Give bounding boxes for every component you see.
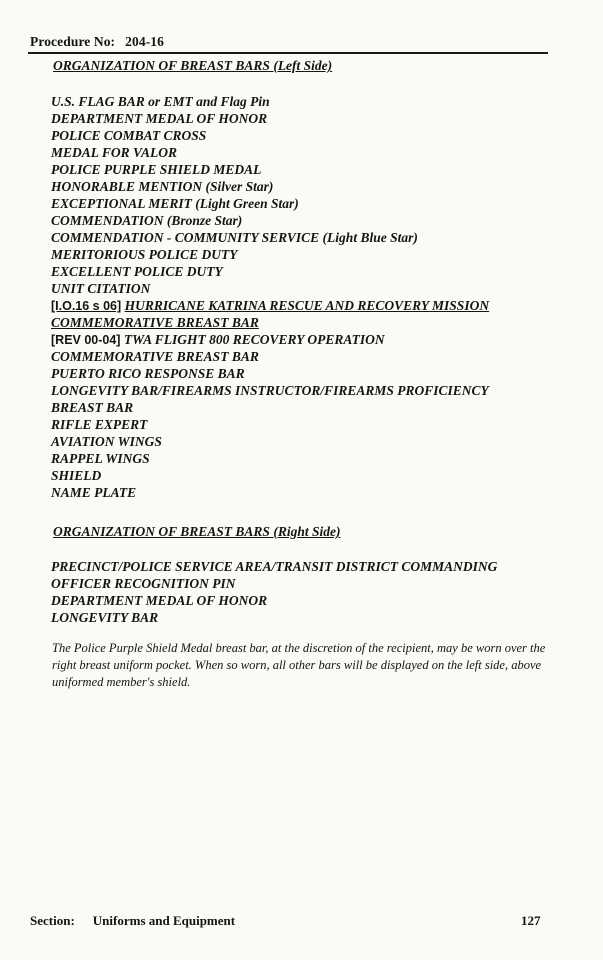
procedure-number: 204-16 bbox=[125, 34, 165, 49]
header-rule bbox=[28, 52, 548, 54]
section-name: Uniforms and Equipment bbox=[92, 913, 236, 928]
page-number: 127 bbox=[521, 913, 541, 928]
list-item: AVIATION WINGS bbox=[51, 434, 162, 449]
list-item: COMMEMORATIVE BREAST BAR bbox=[51, 315, 259, 330]
procedure-label: Procedure No: bbox=[30, 34, 116, 49]
list-item: PRECINCT/POLICE SERVICE AREA/TRANSIT DISTRICT COMMANDING bbox=[51, 559, 498, 574]
list-item: U.S. FLAG BAR or EMT and Flag Pin bbox=[51, 94, 270, 109]
list-item: PUERTO RICO RESPONSE BAR bbox=[51, 366, 245, 381]
procedure-header bbox=[30, 34, 164, 50]
list-item: EXCELLENT POLICE DUTY bbox=[51, 264, 223, 279]
list-item: OFFICER RECOGNITION PIN bbox=[51, 576, 236, 591]
list-item: POLICE PURPLE SHIELD MEDAL bbox=[51, 162, 262, 177]
right-side-heading: ORGANIZATION OF BREAST BARS (Right Side) bbox=[53, 524, 341, 539]
list-item: UNIT CITATION bbox=[51, 281, 151, 296]
note-paragraph: The Police Purple Shield Medal breast bar, at the discretion of the recipient, may be worn over the right breast uniform pocket. When so worn, all other bars will be displayed on the left side, above uniformed member's shield. bbox=[52, 641, 546, 689]
list-item: POLICE COMBAT CROSS bbox=[51, 128, 207, 143]
revision-tag: [REV 00-04] bbox=[51, 333, 121, 347]
left-side-heading: ORGANIZATION OF BREAST BARS (Left Side) bbox=[53, 58, 333, 73]
list-item: HONORABLE MENTION (Silver Star) bbox=[51, 179, 274, 194]
right-side-list bbox=[51, 558, 497, 626]
list-item: LONGEVITY BAR bbox=[51, 610, 159, 625]
list-item: SHIELD bbox=[51, 468, 102, 483]
list-item: RIFLE EXPERT bbox=[51, 417, 148, 432]
list-item: BREAST BAR bbox=[51, 400, 134, 415]
list-item: NAME PLATE bbox=[51, 485, 137, 500]
list-item: RAPPEL WINGS bbox=[51, 451, 150, 466]
list-item: [I.O.16 s 06] HURRICANE KATRINA RESCUE AND RECOVERY MISSION bbox=[51, 298, 490, 313]
list-item: COMMEMORATIVE BREAST BAR bbox=[51, 349, 259, 364]
section-label: Section: bbox=[30, 913, 75, 928]
list-item: COMMENDATION (Bronze Star) bbox=[51, 213, 243, 228]
list-item: [REV 00-04] TWA FLIGHT 800 RECOVERY OPERATION bbox=[51, 332, 385, 347]
footer-section bbox=[30, 913, 235, 929]
list-item: MERITORIOUS POLICE DUTY bbox=[51, 247, 238, 262]
revision-tag: [I.O.16 s 06] bbox=[51, 299, 122, 313]
left-side-list bbox=[51, 93, 489, 501]
list-item: DEPARTMENT MEDAL OF HONOR bbox=[51, 593, 268, 608]
list-item: DEPARTMENT MEDAL OF HONOR bbox=[51, 111, 268, 126]
list-item: LONGEVITY BAR/FIREARMS INSTRUCTOR/FIREARMS PROFICIENCY bbox=[51, 383, 489, 398]
list-item: COMMENDATION - COMMUNITY SERVICE (Light Blue Star) bbox=[51, 230, 418, 245]
list-item: MEDAL FOR VALOR bbox=[51, 145, 178, 160]
list-item: EXCEPTIONAL MERIT (Light Green Star) bbox=[51, 196, 299, 211]
